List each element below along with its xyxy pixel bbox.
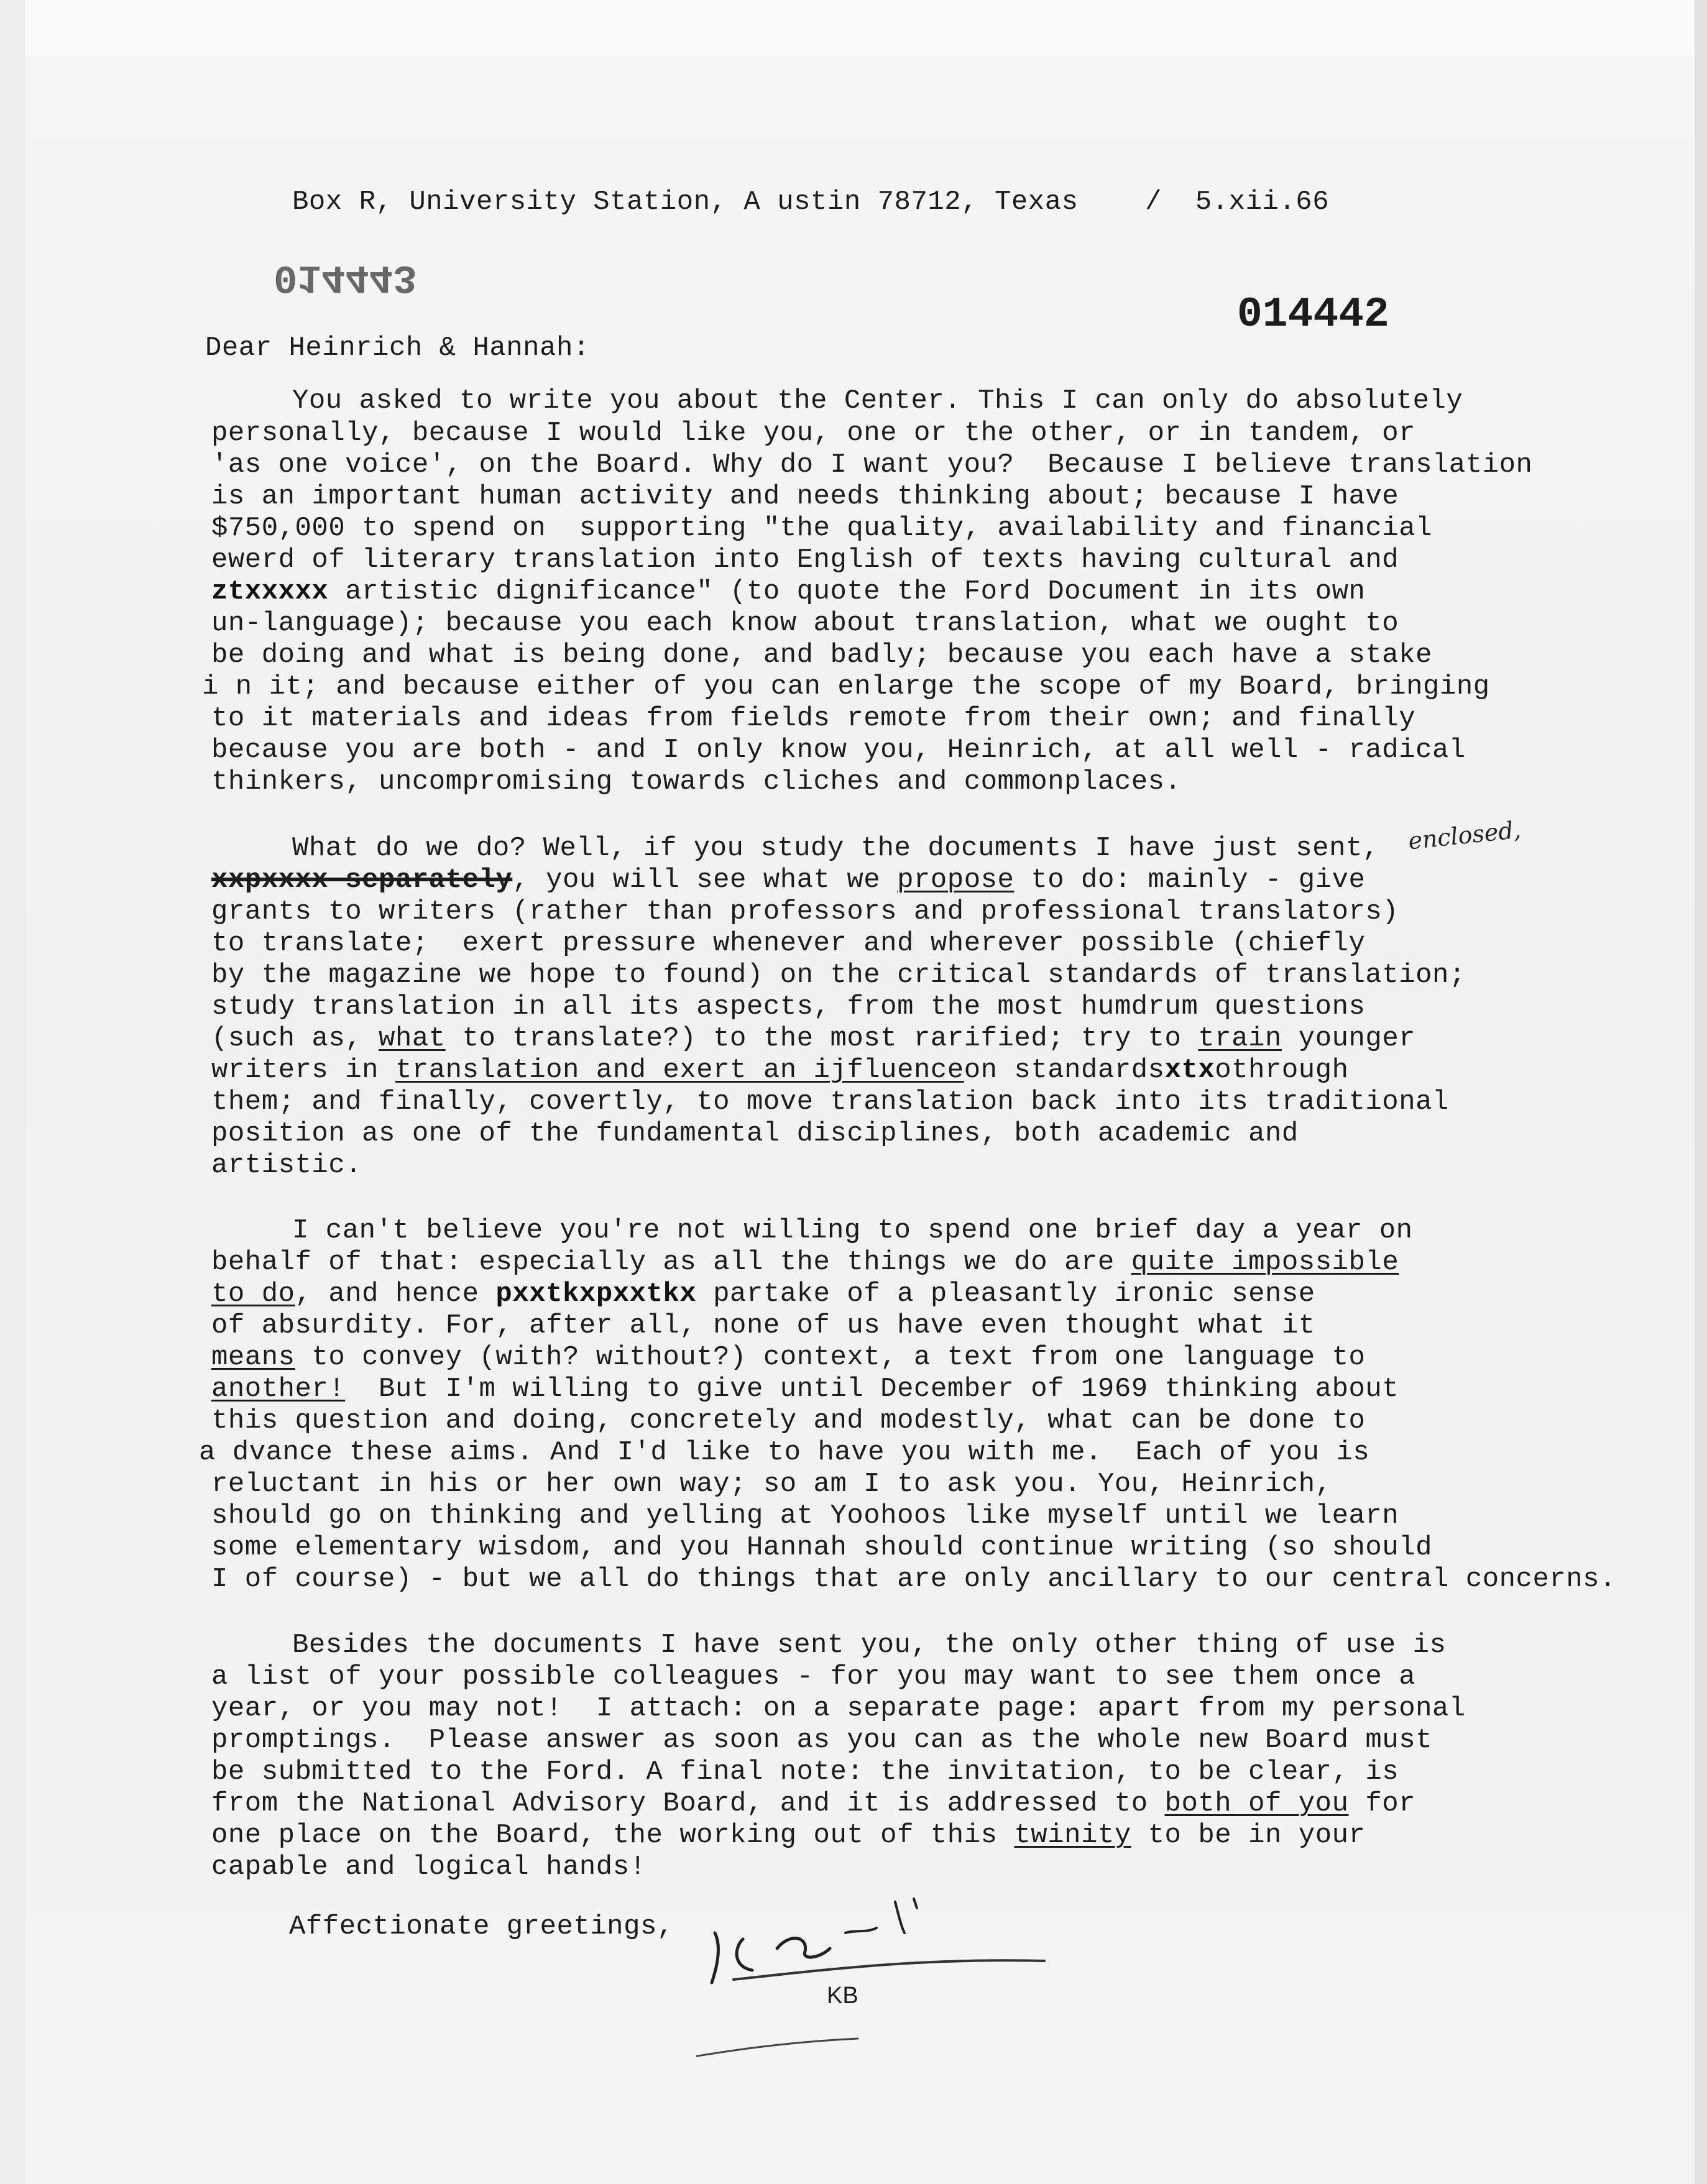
text-line: be doing and what is being done, and badly; because you each have a stake — [211, 640, 1433, 671]
text-segment: , and hence — [295, 1278, 496, 1310]
text-segment: to translate?) to the most rarified; try to — [445, 1023, 1199, 1054]
text-segment: behalf of that: especially as all the things we do are — [211, 1247, 1131, 1278]
typed-over-text: xtx — [1164, 1055, 1215, 1086]
underlined-text: quite impossible — [1131, 1247, 1399, 1278]
typed-over-text: pxxtkxpxxtkx — [495, 1278, 697, 1310]
text-line: grants to writers (rather than professors and professional translators) — [211, 896, 1399, 927]
text-segment: to be in your — [1131, 1820, 1366, 1851]
text-line — [211, 1374, 1399, 1405]
text-line: artistic. — [211, 1150, 362, 1181]
text-segment: to convey (with? without?) context, a text from one language to — [295, 1342, 1366, 1373]
letter-date: 5.xii.66 — [1195, 186, 1330, 218]
text-line — [211, 1820, 1365, 1851]
salutation: Dear Heinrich & Hannah: — [205, 333, 590, 364]
text-segment: , you will see what we — [512, 865, 898, 896]
text-segment: one place on the Board, the working out of this — [211, 1820, 1015, 1851]
struck-text: xxpxxxx separately — [211, 865, 513, 896]
scan-right-shadow — [1695, 0, 1707, 2184]
text-line: Besides the documents I have sent you, the only other thing of use is — [292, 1630, 1447, 1661]
text-line — [211, 1278, 1315, 1310]
text-line: is an important human activity and needs thinking about; because I have — [211, 481, 1399, 512]
text-line — [211, 1247, 1399, 1278]
text-line: capable and logical hands! — [211, 1851, 646, 1883]
text-line: I of course) - but we all do things that are only ancillary to our central concerns. — [211, 1564, 1616, 1595]
text-segment: (such as, — [211, 1023, 379, 1054]
text-line: un-language); because you each know about translation, what we ought to — [211, 608, 1399, 639]
text-line — [211, 1023, 1415, 1054]
underlined-text: to do — [211, 1278, 295, 1310]
text-segment: But I'm willing to give until December of 1969 thinking about — [345, 1374, 1399, 1405]
text-segment: partake of a pleasantly ironic sense — [696, 1278, 1315, 1310]
underlined-text: another! — [211, 1374, 346, 1405]
text-segment: othrough — [1215, 1055, 1349, 1086]
return-address: Box R, University Station, A ustin 78712, Texas — [292, 186, 1079, 218]
text-line: a dvance these aims. And I'd like to have you with me. Each of you is — [199, 1437, 1370, 1468]
text-segment: from the National Advisory Board, and it is addressed to — [211, 1788, 1165, 1819]
underlined-text: train — [1198, 1023, 1282, 1054]
text-line: to it materials and ideas from fields remote from their own; and finally — [211, 703, 1416, 734]
text-line — [211, 1055, 1349, 1086]
text-line: some elementary wisdom, and you Hannah should continue writing (so should — [211, 1532, 1433, 1563]
text-line: this question and doing, concretely and modestly, what can be done to — [211, 1405, 1366, 1436]
text-line: 'as one voice', on the Board. Why do I want you? Because I believe translation — [211, 449, 1533, 480]
text-segment: younger — [1281, 1023, 1416, 1054]
closing-greeting: Affectionate greetings, — [289, 1911, 674, 1942]
text-line: them; and finally, covertly, to move translation back into its traditional — [211, 1086, 1449, 1117]
underlined-text: propose — [897, 865, 1015, 896]
text-line: personally, because I would like you, one or the other, or in tandem, or — [211, 418, 1416, 449]
header-separator: / — [1145, 186, 1162, 218]
text-line: $750,000 to spend on supporting "the quality, availability and financial — [211, 513, 1433, 544]
text-line: a list of your possible colleagues - for you may want to see them once a — [211, 1661, 1416, 1692]
archive-number-stamp: 014442 — [1237, 291, 1389, 339]
typed-over-text: ztxxxxx — [211, 576, 329, 607]
text-segment: to do: mainly - give — [1014, 865, 1366, 896]
text-line: should go on thinking and yelling at Yoohoos like myself until we learn — [211, 1500, 1399, 1531]
text-line: position as one of the fundamental disciplines, both academic and — [211, 1118, 1299, 1149]
underlined-text: twinity — [1014, 1820, 1131, 1851]
text-line: What do we do? Well, if you study the documents I have just sent, — [292, 833, 1379, 864]
underlined-text: what — [379, 1023, 446, 1054]
underlined-text: means — [211, 1342, 295, 1373]
text-line: thinkers, uncompromising towards cliches and commonplaces. — [211, 766, 1182, 797]
text-line: study translation in all its aspects, from the most humdrum questions — [211, 991, 1366, 1022]
text-line: You asked to write you about the Center. This I can only do absolutely — [292, 385, 1463, 416]
text-line: because you are both - and I only know you, Heinrich, at all well - radical — [211, 735, 1466, 766]
handwritten-insertion: enclosed, — [1407, 815, 1522, 855]
text-line — [211, 1342, 1365, 1373]
scan-left-shadow — [0, 0, 25, 2184]
mirrored-archive-stamp: 014443 — [274, 254, 417, 299]
text-line: by the magazine we hope to found) on the critical standards of translation; — [211, 960, 1466, 991]
text-line: of absurdity. For, after all, none of us have even thought what it — [211, 1310, 1315, 1341]
text-line — [211, 865, 1365, 896]
underlined-text: translation and exert an ijfluence — [395, 1055, 964, 1086]
handwritten-signature — [696, 1889, 1131, 2063]
text-line: reluctant in his or her own way; so am I to ask you. You, Heinrich, — [211, 1469, 1332, 1500]
text-line: to translate; exert pressure whenever and wherever possible (chiefly — [211, 928, 1366, 959]
text-segment: writers in — [211, 1055, 395, 1086]
text-segment: for — [1348, 1788, 1416, 1819]
text-line: i n it; and because either of you can enlarge the scope of my Board, bringing — [202, 671, 1490, 702]
letterhead-address-line — [292, 186, 1329, 218]
text-line: I can't believe you're not willing to spend one brief day a year on — [292, 1215, 1413, 1246]
text-line: ewerd of literary translation into English of texts having cultural and — [211, 544, 1399, 576]
text-line — [211, 576, 1365, 607]
underlined-text: both of you — [1164, 1788, 1349, 1819]
text-segment: on standards — [964, 1055, 1165, 1086]
scan-top-margin — [0, 0, 1707, 56]
text-line: be submitted to the Ford. A final note: the invitation, to be clear, is — [211, 1756, 1399, 1787]
text-segment: artistic dignificance" (to quote the Ford Document in its own — [328, 576, 1366, 607]
signer-initials: KB — [827, 1983, 858, 2009]
text-line — [211, 1788, 1415, 1819]
text-line: promptings. Please answer as soon as you can as the whole new Board must — [211, 1725, 1433, 1756]
text-line: year, or you may not! I attach: on a separate page: apart from my personal — [211, 1693, 1466, 1724]
